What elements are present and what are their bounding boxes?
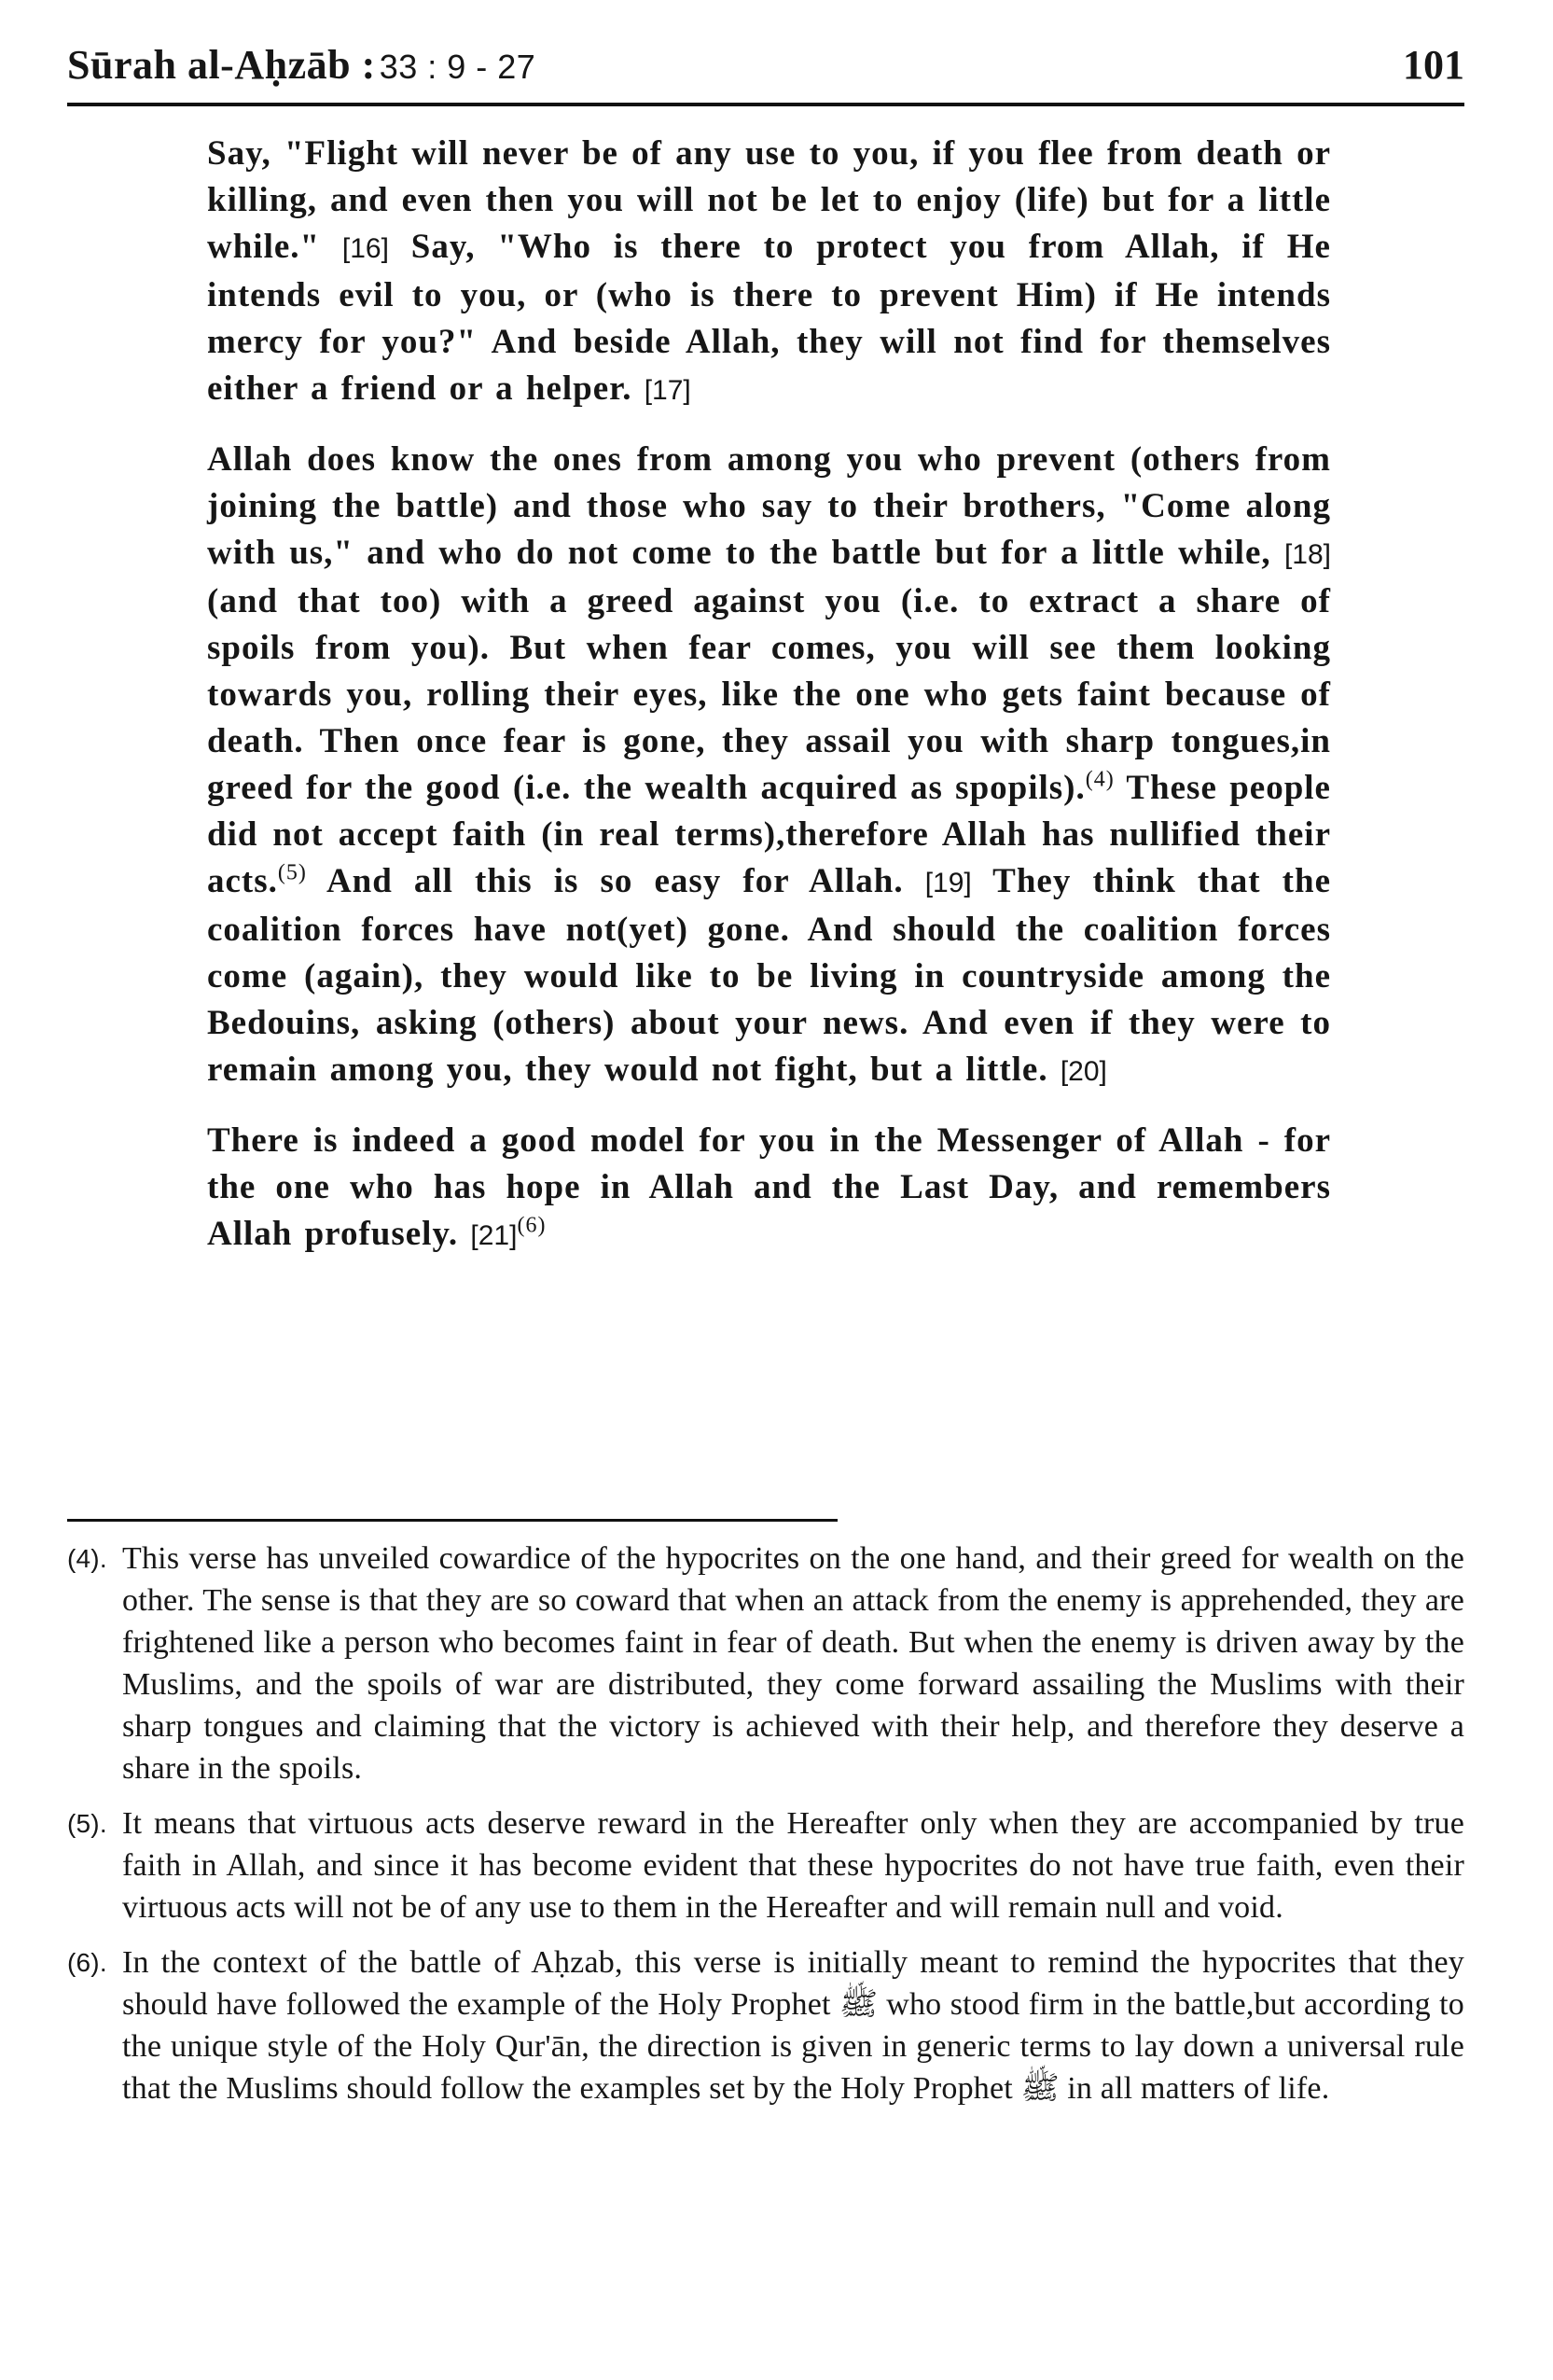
footnote-rule [67, 1519, 838, 1522]
verse-text: Allah does know the ones from among you who prevent (others from joining the battle) and those who say to their brothers, "Come along with us," and who do not come to the battle but for a little while, [207, 440, 1331, 572]
verse-number: [17] [644, 375, 691, 406]
footnote-5 [67, 1802, 1464, 1928]
footnote-marker: (4). [67, 1544, 107, 1573]
footnote-marker: (5). [67, 1809, 107, 1838]
verse-text: They think that the coalition forces have not(yet) gone. And should the coalition forces come (again), they would like to be living in countryside among the Bedouins, asking (others) about your news. And even if they were to remain among you, they would not fight, but a little. [207, 862, 1331, 1089]
verse-number: [19] [924, 868, 972, 898]
footnote-reference: (5) [277, 860, 307, 885]
translation-body [207, 131, 1331, 1282]
verse-text: Say, "Flight will never be of any use to you, if you flee from death or killing, and even then you will not be let to enjoy (life) but for a little while." [207, 134, 1331, 266]
page-header [67, 41, 1464, 101]
verse-range: 33 : 9 - 27 [379, 48, 536, 86]
verse-text: Say, "Who is there to protect you from Allah, if He intends evil to you, or (who is there to prevent Him) if He intends mercy for you?" And beside Allah, they will not find for themselves either a friend or a helper. [207, 228, 1331, 408]
footnote-text: This verse has unveiled cowardice of the hypocrites on the one hand, and their greed for wealth on the other. The sense is that they are so coward that when an attack from the enemy is apprehended, they are frightened like a person who becomes faint in fear of death. But when the enemy is driven away by the Muslims, and the spoils of war are distributed, they come forward assailing the Muslims with their sharp tongues and claiming that the victory is achieved with their help, and therefore they deserve a share in the spoils. [122, 1541, 1464, 1786]
footnote-text: It means that virtuous acts deserve reward in the Hereafter only when they are accompanied by true faith in Allah, and since it has become evident that these hypocrites do not have true faith, even their virtuous acts will not be of any use to them in the Hereafter and will remain null and void. [122, 1806, 1464, 1925]
footnote-6 [67, 1942, 1464, 2109]
translation-paragraph-2 [207, 437, 1331, 1095]
footnote-text: In the context of the battle of Aḥzab, this verse is initially meant to remind the hypocrites that they should have followed the example of the Holy Prophet ﷺ who stood firm in the battle,but according to the unique style of the Holy Qur'ān, the direction is given in generic terms to lay down a universal rule that the Muslims should follow the examples set by the Holy Prophet ﷺ in all matters of life. [122, 1945, 1464, 2106]
footnote-marker: (6). [67, 1948, 107, 1977]
verse-text: And all this is so easy for Allah. [306, 862, 925, 900]
verse-number: [20] [1060, 1056, 1107, 1087]
header-rule [67, 103, 1464, 106]
verse-text: (and that too) with a greed against you (i.e. to extract a share of spoils from you). But when fear comes, you will see them looking towards you, rolling their eyes, like the one who gets faint because of death. Then once fear is gone, they assail you with sharp tongues,in greed for the good (i.e. the wealth acquired as spopils). [207, 582, 1331, 807]
footnote-reference: (4) [1085, 767, 1115, 792]
running-title [67, 41, 535, 89]
verse-text: These people did not accept faith (in real terms),therefore Allah has nullified their acts. [207, 769, 1331, 900]
footnote-reference: (6) [517, 1213, 547, 1238]
verse-text: There is indeed a good model for you in the Messenger of Allah - for the one who has hope in Allah and the Last Day, and remembers Allah profusely. [207, 1121, 1331, 1253]
page-number: 101 [1403, 42, 1464, 88]
translation-paragraph-3 [207, 1118, 1331, 1260]
verse-number: [16] [341, 233, 389, 264]
verse-number: [21] [470, 1220, 518, 1251]
footnotes [67, 1538, 1464, 2123]
translation-paragraph-1 [207, 131, 1331, 414]
surah-title: Sūrah al-Aḥzāb : [67, 42, 376, 88]
verse-number: [18] [1283, 539, 1331, 570]
footnote-4 [67, 1538, 1464, 1789]
